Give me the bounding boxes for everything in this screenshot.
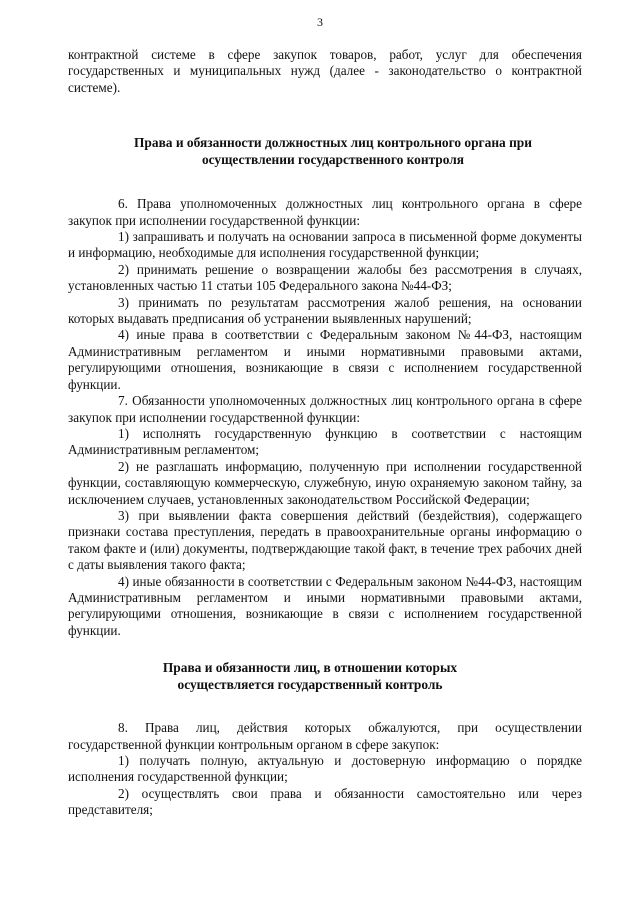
section-heading-controlled-persons-rights	[68, 659, 582, 693]
section-heading-officials-rights	[68, 134, 582, 168]
heading-line: осуществлении государственного контроля	[201, 152, 465, 168]
paragraph-7-item-1: 1) исполнять государственную функцию в соответствии с настоящим Административным регламентом;	[68, 425, 582, 458]
paragraph-6-item-2: 2) принимать решение о возвращении жалобы без рассмотрения в случаях, установленных частью 11 статьи 105 Федерального закона №44-ФЗ;	[68, 261, 582, 294]
paragraph-6-item-4: 4) иные права в соответствии с Федеральным законом №44-ФЗ, настоящим Административным регламентом и иными нормативными правовыми актами, регулирующими отношения, возникающие в связи с исполнением государственной функции.	[68, 327, 582, 392]
page-content	[68, 47, 582, 819]
intro-paragraph: контрактной системе в сфере закупок товаров, работ, услуг для обеспечения государственных и муниципальных нужд (далее - законодательство о контрактной системе).	[68, 47, 582, 95]
paragraph-6: 6. Права уполномоченных должностных лиц контрольного органа в сфере закупок при исполнении государственной функции:	[68, 196, 582, 228]
paragraph-8-item-1: 1) получать полную, актуальную и достоверную информацию о порядке исполнения государственной функции;	[68, 753, 582, 785]
page-number: 3	[317, 15, 323, 29]
paragraph-7-item-2: 2) не разглашать информацию, полученную при исполнении государственной функции, составляющую коммерческую, служебную, иную охраняемую законом тайну, за исключением случаев, установленных законодательством Российской Федерации;	[68, 458, 582, 507]
paragraph-8: 8. Права лиц, действия которых обжалуются, при осуществлении государственной функции контрольным органом в сфере закупок:	[68, 720, 582, 752]
heading-line: Права и обязанности лиц, в отношении которых	[162, 660, 458, 676]
paragraph-6-item-3: 3) принимать по результатам рассмотрения жалоб решения, на основании которых выдавать предписания об устранении выявленных нарушений;	[68, 294, 582, 327]
paragraph-7: 7. Обязанности уполномоченных должностных лиц контрольного органа в сфере закупок при исполнении государственной функции:	[68, 393, 582, 425]
paragraph-8-item-2: 2) осуществлять свои права и обязанности самостоятельно или через представителя;	[68, 785, 582, 818]
paragraph-7-item-4: 4) иные обязанности в соответствии с Федеральным законом №44-ФЗ, настоящим Административным регламентом и иными нормативными правовыми актами, регулирующими отношения, возникающие в связи с исполнением государственной функции.	[68, 573, 582, 638]
heading-line: Права и обязанности должностных лиц контрольного органа при	[134, 135, 532, 151]
paragraph-6-item-1: 1) запрашивать и получать на основании запроса в письменной форме документы и информацию, необходимые для исполнения государственной функции;	[68, 229, 582, 261]
paragraph-7-item-3: 3) при выявлении факта совершения действий (бездействия), содержащего признаки состава преступления, передать в правоохранительные органы информацию о таком факте и (или) документы, подтверждающие такой факт, в течение трех рабочих дней с даты выявления такого факта;	[68, 507, 582, 573]
heading-line: осуществляется государственный контроль	[177, 677, 443, 693]
